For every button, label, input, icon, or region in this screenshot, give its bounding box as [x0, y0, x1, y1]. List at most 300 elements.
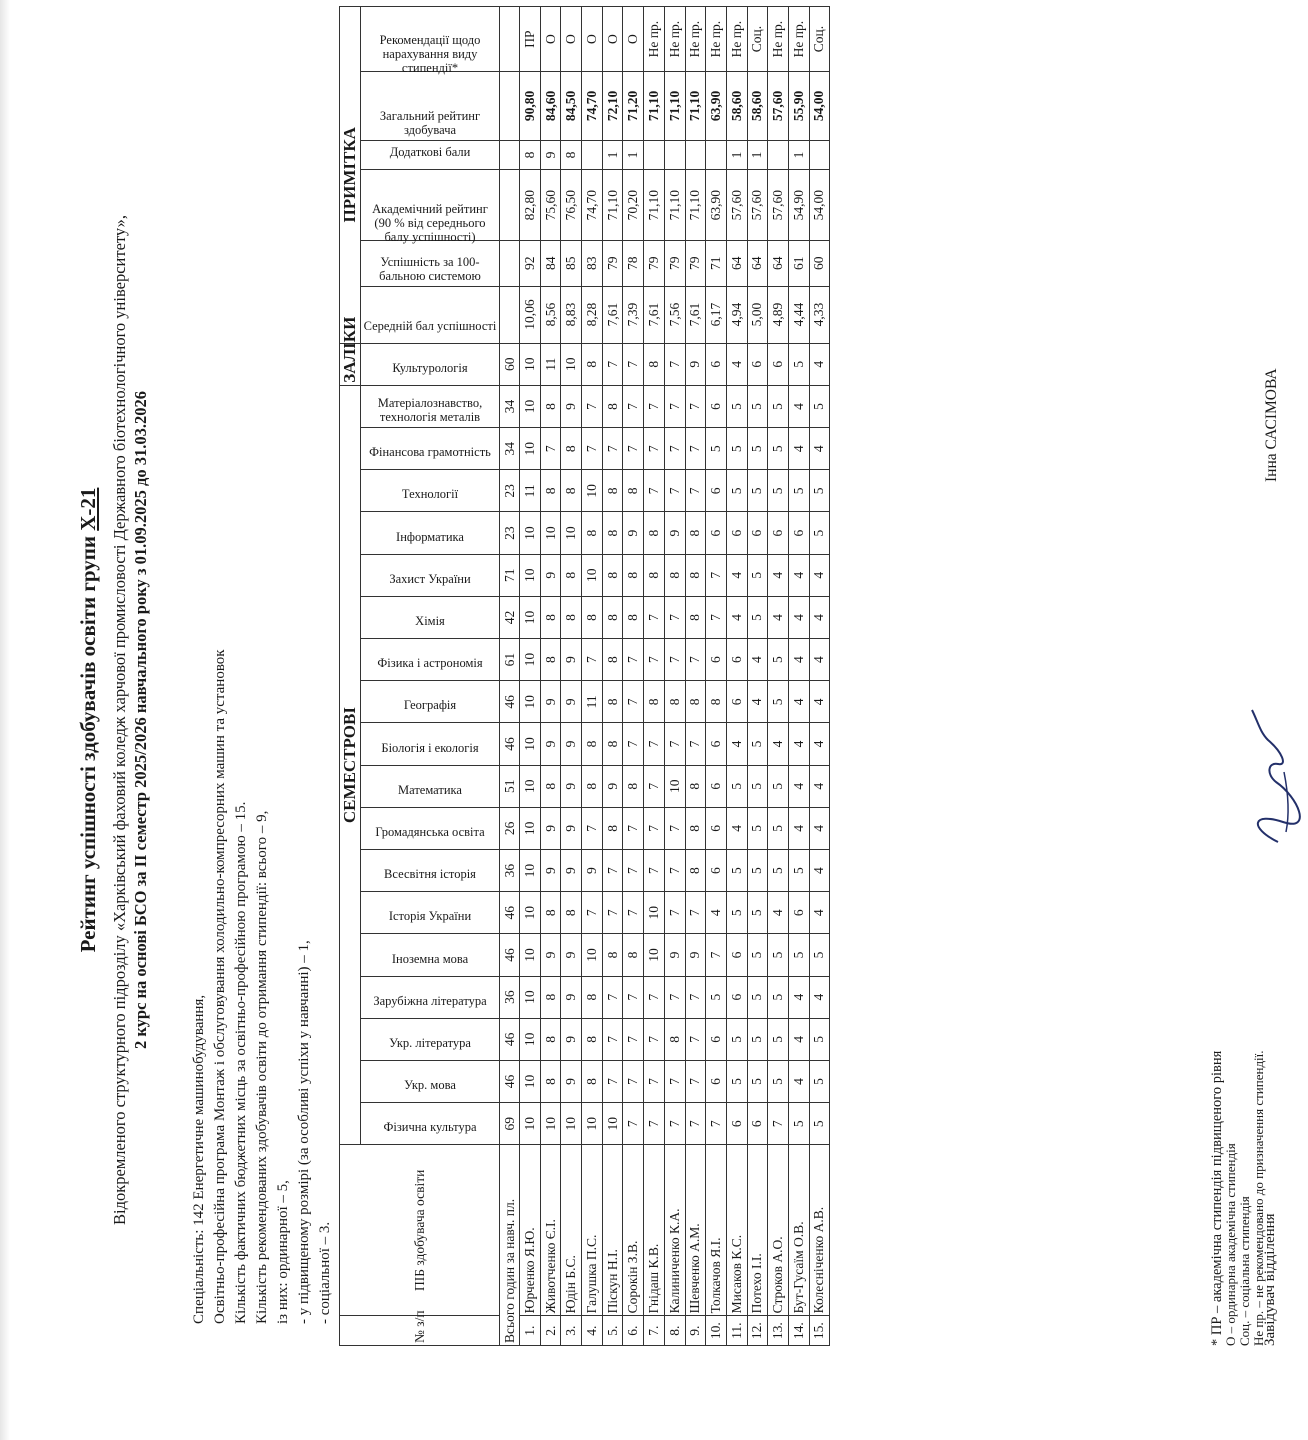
hours-cell: 46	[500, 681, 520, 723]
total-rating: 71,10	[685, 72, 706, 140]
grade-cell: 10	[520, 596, 541, 638]
row-number: 15.	[809, 1316, 830, 1346]
grade-cell: 10	[540, 1103, 561, 1145]
grade-cell: 9	[561, 639, 582, 681]
grade-cell: 5	[747, 385, 768, 427]
grade-cell: 7	[623, 807, 644, 849]
subject-header	[361, 554, 500, 596]
score-100: 83	[582, 240, 603, 286]
grade-cell: 7	[623, 428, 644, 470]
grade-cell: 8	[582, 343, 603, 385]
grade-cell: 8	[685, 681, 706, 723]
empty-cell	[500, 286, 520, 343]
signature-role: Завідувач відділення	[1262, 1213, 1278, 1346]
grade-cell: 7	[685, 1103, 706, 1145]
grade-cell: 5	[788, 1103, 809, 1145]
total-rating: 63,90	[706, 72, 727, 140]
grade-cell: 5	[809, 512, 830, 554]
grade-cell: 6	[706, 639, 727, 681]
avg-score: 4,89	[768, 286, 789, 343]
grade-cell: 9	[540, 807, 561, 849]
academic-rating: 57,60	[726, 170, 747, 241]
grade-cell: 7	[644, 470, 665, 512]
info-block	[189, 224, 336, 1324]
avg-score: 6,17	[706, 286, 727, 343]
grade-cell: 7	[602, 428, 623, 470]
info-line: Кількість фактичних бюджетних місць за освітньо-професійною програмою – 15.	[233, 801, 249, 1324]
grade-cell: 5	[706, 976, 727, 1018]
grade-cell: 7	[664, 343, 685, 385]
grade-cell: 4	[768, 892, 789, 934]
grade-cell: 8	[602, 723, 623, 765]
grade-cell: 7	[602, 343, 623, 385]
subject-header	[361, 1103, 500, 1145]
grade-cell: 8	[685, 512, 706, 554]
subject-header	[361, 639, 500, 681]
grade-cell: 4	[768, 554, 789, 596]
grade-cell: 5	[747, 428, 768, 470]
grade-cell: 8	[540, 1018, 561, 1060]
grade-cell: 7	[623, 639, 644, 681]
grade-cell: 10	[561, 512, 582, 554]
grade-cell: 5	[706, 428, 727, 470]
grade-cell: 7	[685, 976, 706, 1018]
grade-cell: 7	[706, 934, 727, 976]
grade-cell: 4	[788, 723, 809, 765]
score-100: 61	[788, 240, 809, 286]
academic-rating: 71,10	[685, 170, 706, 241]
grade-cell: 7	[582, 892, 603, 934]
grade-cell: 9	[540, 850, 561, 892]
grade-cell: 9	[561, 807, 582, 849]
score-100: 71	[706, 240, 727, 286]
subject-header	[361, 892, 500, 934]
grade-cell: 4	[809, 428, 830, 470]
grade-cell: 4	[788, 385, 809, 427]
grade-cell: 7	[644, 639, 665, 681]
header-label: Хімія	[415, 614, 445, 629]
grade-cell: 7	[602, 850, 623, 892]
grade-cell: 9	[540, 934, 561, 976]
total-rating: 90,80	[520, 72, 541, 140]
hours-cell: 23	[500, 470, 520, 512]
grade-cell: 6	[768, 512, 789, 554]
grade-cell: 8	[685, 807, 706, 849]
summary-header	[361, 72, 500, 140]
grade-cell: 8	[644, 554, 665, 596]
grade-cell: 8	[540, 892, 561, 934]
grade-cell: 8	[582, 1060, 603, 1102]
grade-cell: 4	[788, 976, 809, 1018]
grade-cell: 7	[685, 385, 706, 427]
row-number: 14.	[788, 1316, 809, 1346]
grade-cell: 10	[520, 765, 541, 807]
grade-cell: 8	[540, 976, 561, 1018]
header-label: Інформатика	[396, 529, 464, 544]
grade-cell: 7	[582, 428, 603, 470]
grade-cell: 7	[664, 596, 685, 638]
grade-cell: 7	[685, 723, 706, 765]
grade-cell: 6	[788, 892, 809, 934]
header-label: Історія України	[388, 909, 472, 924]
grade-cell: 4	[788, 554, 809, 596]
header-label: Зарубіжна література	[373, 993, 487, 1008]
score-100: 84	[540, 240, 561, 286]
subject-header	[361, 470, 500, 512]
grade-cell: 5	[768, 807, 789, 849]
grade-cell: 10	[520, 343, 541, 385]
avg-score: 8,83	[561, 286, 582, 343]
grade-cell: 6	[747, 1103, 768, 1145]
grade-cell: 10	[520, 428, 541, 470]
row-number: 11.	[726, 1316, 747, 1346]
total-rating: 72,10	[602, 72, 623, 140]
grade-cell: 8	[685, 554, 706, 596]
grade-cell: 5	[768, 428, 789, 470]
grade-cell: 6	[706, 470, 727, 512]
grade-cell: 5	[747, 765, 768, 807]
grade-cell: 4	[788, 596, 809, 638]
table-row	[726, 7, 747, 1346]
grade-cell: 7	[706, 554, 727, 596]
grade-cell: 10	[582, 470, 603, 512]
academic-rating: 82,80	[520, 170, 541, 241]
grade-cell: 8	[602, 934, 623, 976]
grade-cell: 8	[602, 807, 623, 849]
table-row	[561, 7, 582, 1346]
grade-cell: 5	[809, 385, 830, 427]
additional-points	[768, 140, 789, 170]
grade-cell: 7	[685, 1018, 706, 1060]
scholarship-recommendation: О	[540, 7, 561, 72]
grade-cell: 6	[747, 512, 768, 554]
grade-cell: 7	[706, 1103, 727, 1145]
subject-header	[361, 807, 500, 849]
subject-header	[361, 934, 500, 976]
grade-cell: 9	[685, 934, 706, 976]
hours-cell: 46	[500, 934, 520, 976]
grade-cell: 5	[726, 470, 747, 512]
student-name: Юдін Б.С.	[561, 1145, 582, 1316]
info-line: Освітньо-професійна програма Монтаж і обслуговування холодильно-компресорних машин та установок	[212, 649, 228, 1324]
grade-cell: 10	[644, 892, 665, 934]
grade-cell: 8	[623, 934, 644, 976]
grade-cell: 6	[726, 934, 747, 976]
scan-edge-shadow	[0, 0, 10, 1440]
grade-cell: 6	[706, 1060, 727, 1102]
grade-cell: 7	[623, 723, 644, 765]
row-number: 10.	[706, 1316, 727, 1346]
grade-cell: 5	[726, 428, 747, 470]
header-label: Захист України	[389, 571, 471, 586]
grade-cell: 5	[768, 470, 789, 512]
hours-row	[500, 7, 520, 1346]
grade-cell: 4	[809, 723, 830, 765]
additional-points	[644, 140, 665, 170]
grade-cell: 4	[809, 596, 830, 638]
grade-cell: 9	[561, 934, 582, 976]
grade-cell: 4	[768, 723, 789, 765]
header-label: Культурологія	[392, 360, 468, 375]
grade-cell: 7	[602, 976, 623, 1018]
empty-cell	[500, 170, 520, 241]
grade-cell: 4	[788, 765, 809, 807]
grade-cell: 7	[582, 385, 603, 427]
score-100: 64	[726, 240, 747, 286]
grade-cell: 9	[623, 512, 644, 554]
grade-cell: 5	[788, 343, 809, 385]
group-code: Х-21	[76, 487, 100, 531]
subject-header	[361, 385, 500, 427]
grade-cell: 7	[623, 681, 644, 723]
grade-cell: 10	[520, 850, 541, 892]
grade-cell: 8	[623, 765, 644, 807]
grade-cell: 11	[540, 343, 561, 385]
hours-cell: 46	[500, 892, 520, 934]
score-100: 79	[664, 240, 685, 286]
grade-cell: 9	[561, 976, 582, 1018]
header-label: Рекомендації щодо нарахування виду стипендії*	[379, 33, 481, 76]
header-label: Успішність за 100-бальною системою	[379, 254, 481, 283]
grade-cell: 5	[809, 1060, 830, 1102]
grade-cell: 6	[726, 639, 747, 681]
total-rating: 57,60	[768, 72, 789, 140]
table-row	[768, 7, 789, 1346]
additional-points	[685, 140, 706, 170]
scholarship-recommendation: Не пр.	[788, 7, 809, 72]
additional-points: 1	[623, 140, 644, 170]
additional-points: 1	[726, 140, 747, 170]
grade-cell: 9	[602, 765, 623, 807]
table-row	[520, 7, 541, 1346]
grade-cell: 8	[540, 385, 561, 427]
group-header-note: ПРИМІТКА	[340, 7, 361, 344]
grade-cell: 8	[602, 554, 623, 596]
academic-rating: 71,10	[644, 170, 665, 241]
avg-score: 10,06	[520, 286, 541, 343]
additional-points	[582, 140, 603, 170]
student-name: Бут-Гусаїм О.В.	[788, 1145, 809, 1316]
hours-cell: 71	[500, 554, 520, 596]
grade-cell: 7	[664, 639, 685, 681]
grade-cell: 6	[706, 850, 727, 892]
grade-cell: 4	[726, 807, 747, 849]
grade-cell: 10	[520, 934, 541, 976]
total-rating: 58,60	[747, 72, 768, 140]
hours-cell: 34	[500, 385, 520, 427]
grade-cell: 8	[706, 681, 727, 723]
info-line: - соціальної – 3.	[317, 1221, 333, 1324]
row-number: 7.	[644, 1316, 665, 1346]
grade-cell: 5	[768, 1060, 789, 1102]
hours-cell: 46	[500, 1060, 520, 1102]
note-line: * ПР – академічна стипендія підвищеного рівня	[1209, 1050, 1225, 1346]
hours-cell: 34	[500, 428, 520, 470]
scholarship-recommendation: Не пр.	[685, 7, 706, 72]
summary-header	[361, 170, 500, 244]
avg-score: 7,61	[685, 286, 706, 343]
grade-cell: 5	[747, 554, 768, 596]
row-number: 2.	[540, 1316, 561, 1346]
academic-rating: 71,10	[664, 170, 685, 241]
header-label: Академічний рейтинг (90 % від середнього балу успішності)	[372, 201, 488, 244]
grade-cell: 5	[809, 470, 830, 512]
total-rating: 55,90	[788, 72, 809, 140]
total-rating: 54,00	[809, 72, 830, 140]
subject-header	[361, 723, 500, 765]
grade-cell: 10	[664, 765, 685, 807]
grade-cell: 4	[809, 554, 830, 596]
grade-cell: 10	[561, 343, 582, 385]
student-name: Колесніченко А.В.	[809, 1145, 830, 1316]
grade-cell: 8	[540, 765, 561, 807]
grade-cell: 7	[685, 892, 706, 934]
grade-cell: 6	[706, 807, 727, 849]
additional-points: 8	[561, 140, 582, 170]
scholarship-recommendation: О	[602, 7, 623, 72]
grade-cell: 7	[664, 723, 685, 765]
header-label: Фізична культура	[383, 1120, 477, 1135]
total-rating: 71,10	[644, 72, 665, 140]
score-100: 78	[623, 240, 644, 286]
grade-cell: 4	[726, 343, 747, 385]
grade-cell: 4	[747, 639, 768, 681]
grade-cell: 8	[602, 596, 623, 638]
subject-header	[361, 512, 500, 554]
student-name: Мисаков К.С.	[726, 1145, 747, 1316]
grade-cell: 4	[726, 596, 747, 638]
grade-cell: 8	[561, 596, 582, 638]
table-row	[809, 7, 830, 1346]
avg-score: 7,39	[623, 286, 644, 343]
student-name: Галушка П.С.	[582, 1145, 603, 1316]
document-subtitle: Відокремленого структурного підрозділу «Харківський фаховий коледж харчової промисловості Державного біотехнологічного університету»,	[110, 215, 129, 1225]
grade-cell: 8	[602, 385, 623, 427]
grade-cell: 9	[540, 723, 561, 765]
grade-cell: 6	[706, 1018, 727, 1060]
grade-cell: 7	[644, 850, 665, 892]
header-label: Біологія і екологія	[381, 740, 479, 755]
hours-cell: 26	[500, 807, 520, 849]
header-label: Фінансова грамотність	[369, 445, 491, 460]
grade-cell: 5	[747, 892, 768, 934]
grade-cell: 7	[644, 976, 665, 1018]
document-title	[76, 0, 101, 1440]
additional-points: 8	[520, 140, 541, 170]
table-row	[623, 7, 644, 1346]
grade-cell: 11	[520, 470, 541, 512]
grade-cell: 9	[561, 385, 582, 427]
table-row	[664, 7, 685, 1346]
grade-cell: 5	[747, 596, 768, 638]
score-100: 79	[602, 240, 623, 286]
academic-rating: 63,90	[706, 170, 727, 241]
grade-cell: 8	[540, 470, 561, 512]
grade-cell: 5	[768, 681, 789, 723]
summary-header	[361, 286, 500, 343]
score-100: 79	[644, 240, 665, 286]
grade-cell: 11	[582, 681, 603, 723]
table-row	[706, 7, 727, 1346]
grade-cell: 8	[602, 512, 623, 554]
row-number: 4.	[582, 1316, 603, 1346]
grade-cell: 6	[706, 512, 727, 554]
grade-cell: 10	[602, 1103, 623, 1145]
grade-cell: 5	[788, 850, 809, 892]
summary-header	[361, 7, 500, 76]
grade-cell: 5	[726, 385, 747, 427]
academic-rating: 75,60	[540, 170, 561, 241]
scholarship-recommendation: Не пр.	[664, 7, 685, 72]
student-name: Потехо І.І.	[747, 1145, 768, 1316]
grade-cell: 7	[664, 850, 685, 892]
avg-score: 8,28	[582, 286, 603, 343]
grade-cell: 4	[788, 428, 809, 470]
grade-cell: 10	[520, 512, 541, 554]
header-label: Всесвітня історія	[384, 867, 476, 882]
grade-cell: 10	[582, 554, 603, 596]
header-label: Середній бал успішності	[363, 318, 497, 333]
grade-cell: 4	[788, 1018, 809, 1060]
grade-cell: 7	[664, 1103, 685, 1145]
student-name: Строков А.О.	[768, 1145, 789, 1316]
grade-cell: 8	[685, 765, 706, 807]
grade-cell: 7	[644, 723, 665, 765]
scholarship-recommendation: Не пр.	[768, 7, 789, 72]
grade-cell: 6	[747, 343, 768, 385]
header-label: Укр. література	[389, 1035, 471, 1050]
student-name: Гнідаш К.В.	[644, 1145, 665, 1316]
academic-rating: 54,00	[809, 170, 830, 241]
grade-cell: 6	[788, 512, 809, 554]
scholarship-recommendation: Соц.	[809, 7, 830, 72]
avg-score: 7,56	[664, 286, 685, 343]
additional-points: 1	[788, 140, 809, 170]
grade-cell: 8	[561, 470, 582, 512]
row-number: 3.	[561, 1316, 582, 1346]
grade-cell: 6	[768, 343, 789, 385]
grade-cell: 4	[747, 681, 768, 723]
grade-cell: 4	[768, 596, 789, 638]
grade-cell: 4	[726, 554, 747, 596]
grade-cell: 7	[602, 892, 623, 934]
additional-points	[706, 140, 727, 170]
grade-cell: 8	[602, 470, 623, 512]
hours-cell: 51	[500, 765, 520, 807]
grade-cell: 8	[540, 1060, 561, 1102]
grade-cell: 8	[685, 596, 706, 638]
table-row	[747, 7, 768, 1346]
grade-cell: 5	[809, 934, 830, 976]
grade-cell: 8	[561, 428, 582, 470]
grade-cell: 7	[644, 1018, 665, 1060]
additional-points	[664, 140, 685, 170]
subject-header	[361, 976, 500, 1018]
grade-cell: 9	[664, 512, 685, 554]
grade-cell: 10	[582, 1103, 603, 1145]
grade-cell: 5	[747, 850, 768, 892]
grade-cell: 7	[623, 850, 644, 892]
row-number: 1.	[520, 1316, 541, 1346]
grade-cell: 10	[520, 976, 541, 1018]
row-number: 9.	[685, 1316, 706, 1346]
grade-cell: 7	[582, 807, 603, 849]
grade-cell: 4	[706, 892, 727, 934]
grade-cell: 5	[747, 807, 768, 849]
grade-cell: 5	[768, 765, 789, 807]
row-number: 6.	[623, 1316, 644, 1346]
grade-cell: 8	[582, 723, 603, 765]
